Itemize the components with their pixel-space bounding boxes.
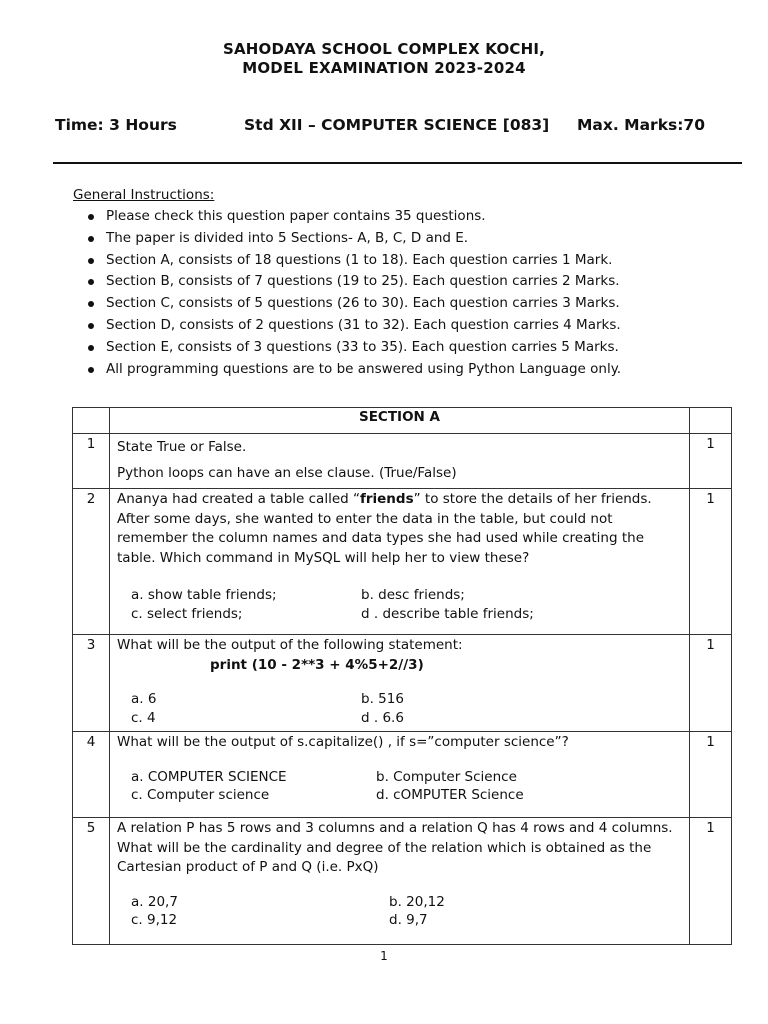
table-name: friends <box>359 491 414 507</box>
instruction-item: Section A, consists of 18 questions (1 to 18). Each question carries 1 Mark. <box>88 250 728 272</box>
question-row <box>73 434 732 489</box>
question-marks: 1 <box>690 489 732 635</box>
instructions-list <box>88 206 728 380</box>
question-text: What will be the output of s.capitalize() , if s=”computer science”? <box>117 734 569 750</box>
header-divider <box>53 162 742 164</box>
instruction-item: Section E, consists of 3 questions (33 to 35). Each question carries 5 Marks. <box>88 337 728 359</box>
option: d. 9,7 <box>389 912 428 928</box>
question-text: State True or False. <box>117 439 247 455</box>
page-number: 1 <box>380 949 388 963</box>
instruction-item: Section C, consists of 5 questions (26 to 30). Each question carries 3 Marks. <box>88 293 728 315</box>
option: d . describe table friends; <box>361 605 534 622</box>
option: b. 20,12 <box>389 893 445 910</box>
option: c. Computer science <box>131 787 270 803</box>
question-number: 1 <box>73 434 110 489</box>
option: b. desc friends; <box>361 587 465 603</box>
instruction-item: Please check this question paper contains 35 questions. <box>88 206 728 228</box>
option: a. 20,7 <box>131 893 178 910</box>
question-marks: 1 <box>690 818 732 945</box>
question-number: 2 <box>73 489 110 635</box>
instruction-item: The paper is divided into 5 Sections- A, B, C, D and E. <box>88 228 728 250</box>
question-marks: 1 <box>690 635 732 732</box>
option: d . 6.6 <box>361 709 404 726</box>
question-text: Ananya had created a table called “friends” to store the details of her friends. After some days, she wanted to enter the data in the table, but could not remember the column names and data types she had used while creating the table. Which command in MySQL will help her to view these? <box>117 491 652 566</box>
option: d. cOMPUTER Science <box>376 787 524 803</box>
instruction-item: Section B, consists of 7 questions (19 to 25). Each question carries 2 Marks. <box>88 271 728 293</box>
question-text: A relation P has 5 rows and 3 columns and a relation Q has 4 rows and 4 columns. What will be the cardinality and degree of the relation which is obtained as the Cartesian product of P and Q (i.e. PxQ) <box>117 820 673 875</box>
question-number: 5 <box>73 818 110 945</box>
option: a. COMPUTER SCIENCE <box>131 768 287 785</box>
max-marks: Max. Marks:70 <box>577 116 705 134</box>
instructions-title: General Instructions: <box>73 187 215 203</box>
option: c. select friends; <box>131 605 243 622</box>
question-statement: Python loops can have an else clause. (True/False) <box>117 465 457 481</box>
options-grid <box>117 690 683 727</box>
question-row <box>73 732 732 818</box>
question-row <box>73 489 732 635</box>
question-row <box>73 635 732 732</box>
instruction-item: All programming questions are to be answered using Python Language only. <box>88 359 728 381</box>
options-grid <box>117 893 683 930</box>
question-number: 3 <box>73 635 110 732</box>
school-title: SAHODAYA SCHOOL COMPLEX KOCHI, <box>222 40 546 58</box>
options-grid <box>117 768 683 805</box>
section-header-row <box>73 408 732 434</box>
option: c. 4 <box>131 709 156 726</box>
question-number: 4 <box>73 732 110 818</box>
question-marks: 1 <box>690 732 732 818</box>
option: b. 516 <box>361 691 404 707</box>
section-title: SECTION A <box>110 408 690 434</box>
exam-duration: Time: 3 Hours <box>55 116 177 134</box>
option: c. 9,12 <box>131 912 178 928</box>
question-row <box>73 818 732 945</box>
option: b. Computer Science <box>376 768 517 785</box>
question-marks: 1 <box>690 434 732 489</box>
subject-title: Std XII – COMPUTER SCIENCE [083] <box>244 116 550 134</box>
code-statement: print (10 - 2**3 + 4%5+2//3) <box>210 656 424 673</box>
instruction-item: Section D, consists of 2 questions (31 to 32). Each question carries 4 Marks. <box>88 315 728 337</box>
option: a. 6 <box>131 691 157 707</box>
question-table <box>72 407 732 945</box>
option: a. show table friends; <box>131 587 277 603</box>
question-text: What will be the output of the following statement: <box>117 637 463 653</box>
options-grid <box>117 586 683 623</box>
exam-title: MODEL EXAMINATION 2023-2024 <box>242 59 526 77</box>
